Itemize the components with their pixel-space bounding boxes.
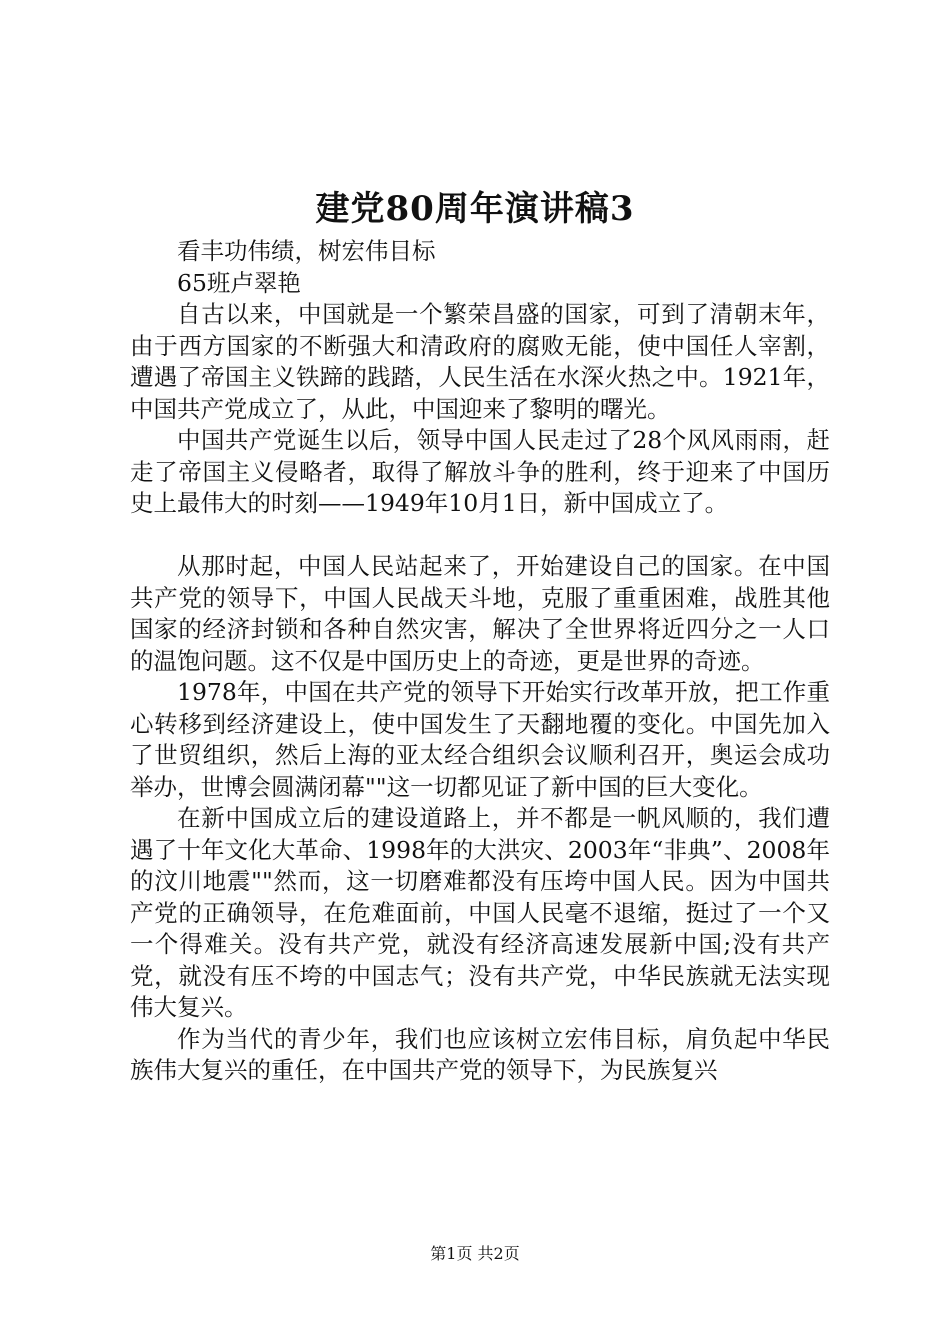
document-subtitle: 看丰功伟绩，树宏伟目标 bbox=[177, 237, 436, 265]
paragraph-5: 在新中国成立后的建设道路上，并不都是一帆风顺的，我们遭遇了十年文化大革命、1998年的大洪灾、2003年“非典”、2008年的汶川地震""然而，这一切磨难都没有压垮中国人民。因为中国共产党的正确领导，在危难面前，中国人民毫不退缩，挺过了一个又一个得难关。没有共产党，就没有经济高速发展新中国;没有共产党，就没有压不垮的中国志气；没有共产党，中华民族就无法实现伟大复兴。 bbox=[130, 804, 830, 1021]
page-number-footer: 第1页 共2页 bbox=[430, 1244, 520, 1263]
paragraph-6: 作为当代的青少年，我们也应该树立宏伟目标，肩负起中华民族伟大复兴的重任，在中国共产党的领导下，为民族复兴 bbox=[130, 1024, 830, 1084]
document-title: 建党80周年演讲稿3 bbox=[315, 189, 635, 229]
paragraph-3: 从那时起，中国人民站起来了，开始建设自己的国家。在中国共产党的领导下，中国人民战天斗地，克服了重重困难，战胜其他国家的经济封锁和各种自然灾害，解决了全世界将近四分之一人口的温饱问题。这不仅是中国历史上的奇迹，更是世界的奇迹。 bbox=[130, 552, 830, 675]
paragraph-spacer bbox=[130, 520, 830, 552]
paragraph-2: 中国共产党诞生以后，领导中国人民走过了28个风风雨雨，赶走了帝国主义侵略者，取得了解放斗争的胜利，终于迎来了中国历史上最伟大的时刻——1949年10月1日，新中国成立了。 bbox=[130, 426, 830, 517]
document-author: 65班卢翠艳 bbox=[177, 268, 301, 297]
document-body bbox=[130, 236, 830, 1087]
paragraph-4: 1978年，中国在共产党的领导下开始实行改革开放，把工作重心转移到经济建设上，使中国发生了天翻地覆的变化。中国先加入了世贸组织，然后上海的亚太经合组织会议顺利召开，奥运会成功举办，世博会圆满闭幕""这一切都见证了新中国的巨大变化。 bbox=[130, 678, 830, 801]
paragraph-1: 自古以来，中国就是一个繁荣昌盛的国家，可到了清朝末年，由于西方国家的不断强大和清政府的腐败无能，使中国任人宰割，遭遇了帝国主义铁蹄的践踏，人民生活在水深火热之中。1921年，中国共产党成立了，从此，中国迎来了黎明的曙光。 bbox=[130, 300, 830, 423]
